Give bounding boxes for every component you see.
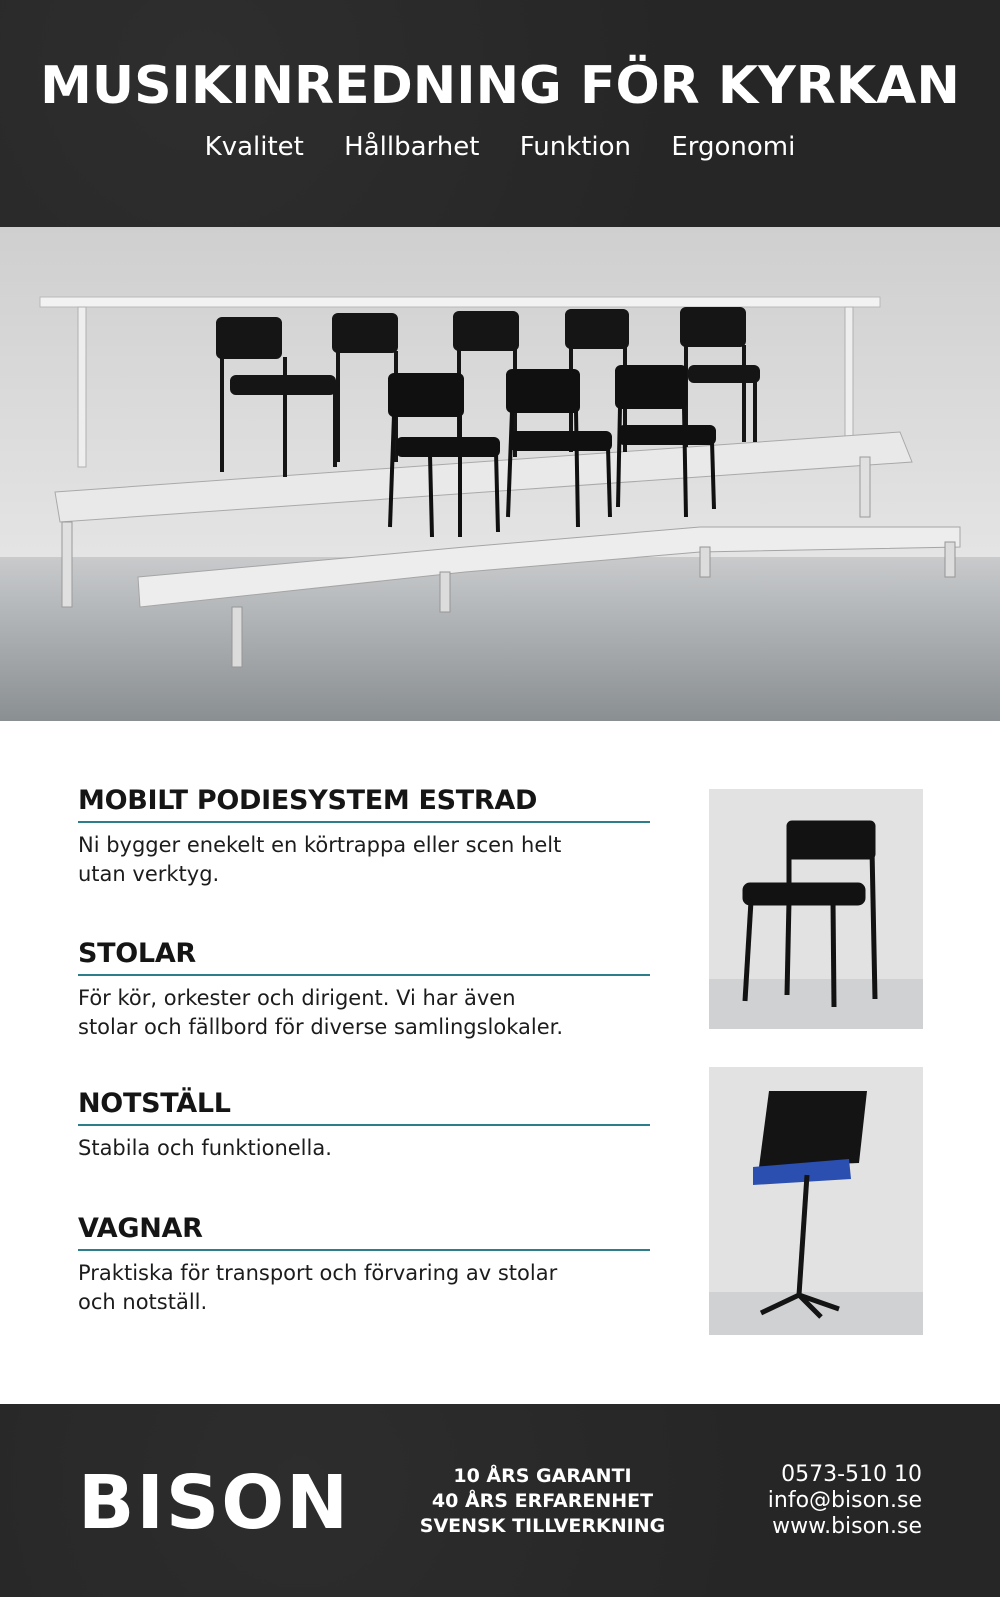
tagline: [0, 132, 1000, 162]
section-divider: [78, 974, 650, 976]
section-music-stands: [78, 1088, 650, 1163]
section-chairs: [78, 938, 650, 1042]
claim-swedish-made: SVENSK TILLVERKNING: [419, 1515, 666, 1537]
chair-illustration: [709, 789, 923, 1029]
section-divider: [78, 1249, 650, 1251]
claim-experience: 40 ÅRS ERFARENHET: [431, 1490, 654, 1512]
section-heading: STOLAR: [78, 938, 196, 969]
header-band: [0, 0, 1000, 227]
contact-email[interactable]: info@bison.se: [767, 1488, 922, 1513]
section-carts: [78, 1213, 650, 1317]
page-title: MUSIKINREDNING FÖR KYRKAN: [40, 56, 960, 116]
section-divider: [78, 821, 650, 823]
music-stand-illustration: [709, 1067, 923, 1335]
hero-photo-stage-chairs: [0, 227, 1000, 721]
chair-photo: [709, 789, 923, 1029]
section-heading: VAGNAR: [78, 1213, 203, 1244]
claim-warranty: 10 ÅRS GARANTI: [453, 1465, 632, 1487]
bison-logo-icon: [78, 1460, 351, 1546]
tag-ergonomics: Ergonomi: [671, 132, 796, 162]
footer-band: [0, 1404, 1000, 1597]
tag-function: Funktion: [519, 132, 632, 162]
tag-sustainability: Hållbarhet: [344, 132, 480, 162]
section-divider: [78, 1124, 650, 1126]
contact-website[interactable]: www.bison.se: [772, 1514, 922, 1539]
section-heading: NOTSTÄLL: [78, 1088, 231, 1119]
logo-wordmark: BISON: [78, 1460, 351, 1546]
section-podium: [78, 785, 650, 889]
content-section: [0, 721, 1000, 1404]
contact-phone[interactable]: 0573-510 10: [781, 1462, 922, 1487]
claims-block: [400, 1464, 685, 1539]
music-stand-photo: [709, 1067, 923, 1335]
section-heading: MOBILT PODIESYSTEM ESTRAD: [78, 785, 538, 816]
section-text: Stabila och funktionella.: [78, 1136, 332, 1160]
contact-block: [768, 1462, 922, 1540]
section-text: Ni bygger enekelt en körtrappa eller scen helt utan verktyg.: [78, 833, 562, 886]
section-text: Praktiska för transport och förvaring av stolar och notställ.: [78, 1261, 558, 1314]
hero-illustration: [0, 227, 1000, 721]
tag-quality: Kvalitet: [204, 132, 304, 162]
section-text: För kör, orkester och dirigent. Vi har även stolar och fällbord för diverse samlingslokaler.: [78, 986, 564, 1039]
